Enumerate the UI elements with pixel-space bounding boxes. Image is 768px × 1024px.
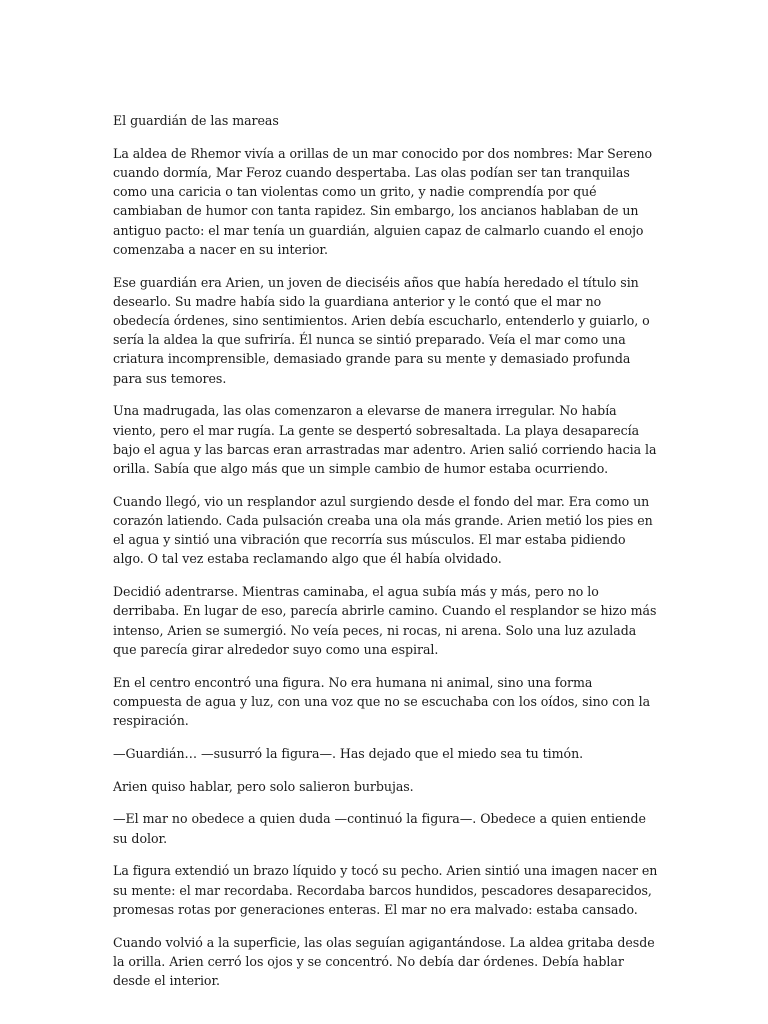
paragraph: En el centro encontró una figura. No era humana ni animal, sino una forma compuesta de agua y luz, con una voz que no se escuchaba con los oídos, sino con la respiración. — [113, 674, 651, 729]
paragraph: La aldea de Rhemor vivía a orillas de un mar conocido por dos nombres: Mar Sereno cuando dormía, Mar Feroz cuando despertaba. Las olas podían ser tan tranquilas como una caricia o tan violentas como un grito, y nadie comprendía por qué cambiaban de humor con tanta rapidez. Sin embargo, los ancianos hablaban de un antiguo pacto: el mar tenía un guardián, alguien capaz de calmarlo cuando el enojo comenzaba a nacer en su interior. — [113, 145, 653, 257]
paragraph: Decidió adentrarse. Mientras caminaba, el agua subía más y más, pero no lo derribaba. En lugar de eso, parecía abrirle camino. Cuando el resplandor se hizo más intenso, Arien se sumergió. No veía peces, ni rocas, ni arena. Solo una luz azulada que parecía girar alrededor suyo como una espiral. — [113, 584, 657, 657]
paragraph: Arien quiso hablar, pero solo salieron burbujas. — [113, 778, 414, 794]
paragraph: Ese guardián era Arien, un joven de dieciséis años que había heredado el título sin desearlo. Su madre había sido la guardiana anterior y le contó que el mar no obedecía órdenes, sino sentimientos. Arien debía escucharlo, entenderlo y guiarlo, o sería la aldea la que sufriría. Él nunca se sintió preparado. Veía el mar como una criatura incomprensible, demasiado grande para su mente y demasiado profunda para sus temores. — [113, 274, 650, 386]
dialogue-line: —Guardián… —susurró la figura—. Has dejado que el miedo sea tu timón. — [113, 745, 584, 761]
paragraph: Una madrugada, las olas comenzaron a elevarse de manera irregular. No había viento, pero el mar rugía. La gente se despertó sobresaltada. La playa desaparecía bajo el agua y las barcas eran arrastradas mar adentro. Arien salió corriendo hacia la orilla. Sabía que algo más que un simple cambio de humor estaba ocurriendo. — [113, 403, 657, 477]
paragraph: La figura extendió un brazo líquido y tocó su pecho. Arien sintió una imagen nacer en su mente: el mar recordaba. Recordaba barcos hundidos, pescadores desaparecidos, promesas rotas por generaciones enteras. El mar no era malvado: estaba cansado. — [113, 863, 658, 917]
paragraph: Cuando llegó, vio un resplandor azul surgiendo desde el fondo del mar. Era como un corazón latiendo. Cada pulsación creaba una ola más grande. Arien metió los pies en el agua y sintió una vibración que recorría sus músculos. El mar estaba pidiendo algo. O tal vez estaba reclamando algo que él había olvidado. — [113, 493, 653, 567]
dialogue-line: —El mar no obedece a quien duda —continuó la figura—. Obedece a quien entiende su dolor. — [113, 811, 646, 846]
paragraph: Cuando volvió a la superficie, las olas seguían agigantándose. La aldea gritaba desde la orilla. Arien cerró los ojos y se concentró. No debía dar órdenes. Debía hablar desde el interior. — [113, 934, 655, 989]
document-title: El guardián de las mareas — [113, 113, 279, 128]
